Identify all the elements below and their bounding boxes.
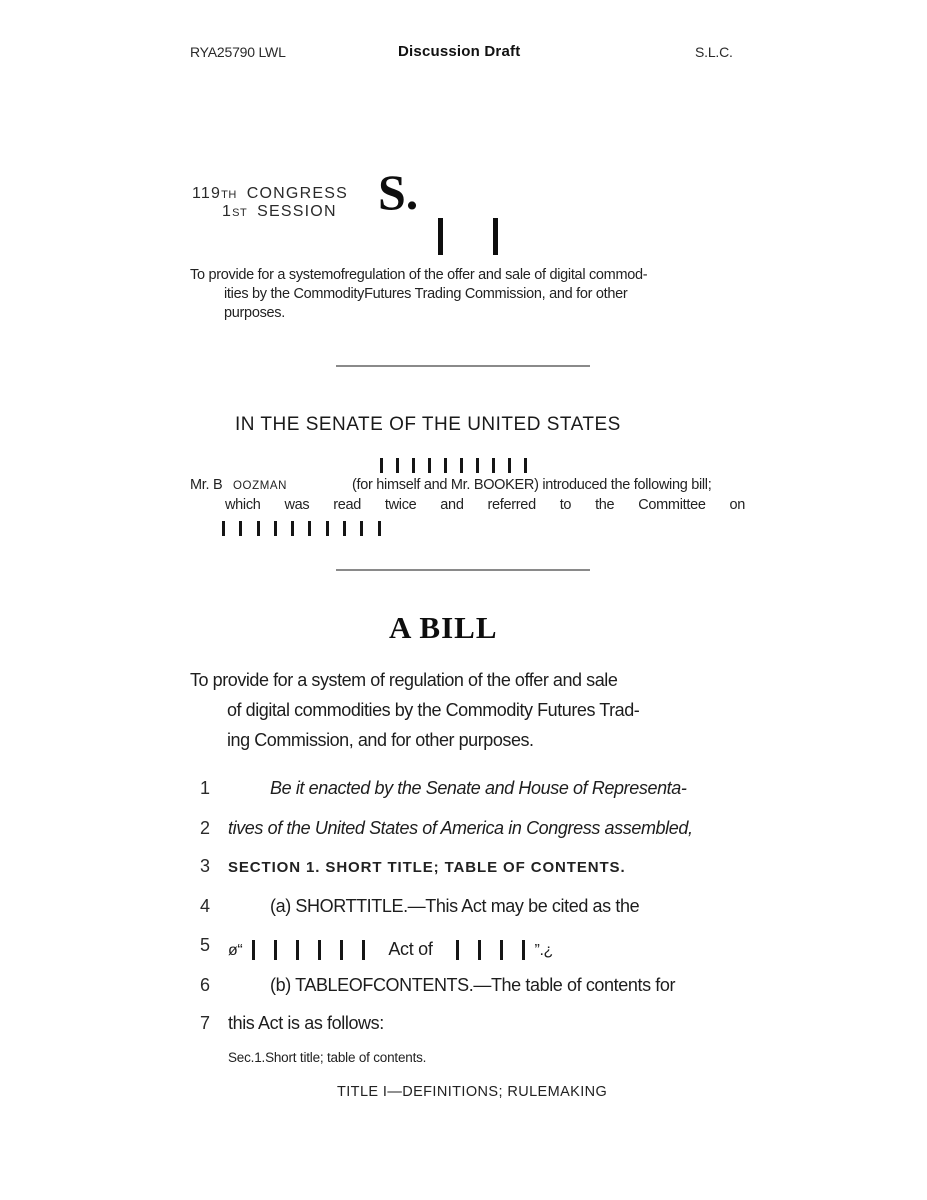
congress-number: 119 [192,185,222,202]
committee-blank-ticks-top [380,458,540,473]
header-slc: S.L.C. [695,44,733,60]
header-doc-code: RYA25790 LWL [190,44,286,60]
line-number: 7 [200,1013,211,1033]
senate-heading: IN THE SENATE OF THE UNITED STATES [235,414,621,435]
purpose-line-3: ing Commission, and for other purposes. [227,730,534,750]
congress-ordinal: TH [221,189,237,201]
act-name-blank-line [228,935,553,960]
line-number: 3 [200,856,211,876]
bill-title: A BILL [389,610,498,645]
enacting-clause-1: Be it enacted by the Senate and House of Representa- [270,778,687,798]
bill-number-blank-bar [493,218,498,255]
act-of-label: Act of [388,939,433,959]
toc-title-1: TITLE I—DEFINITIONS; RULEMAKING [337,1084,608,1100]
header-discussion-draft: Discussion Draft [398,43,521,60]
line-number: 4 [200,896,211,916]
draft-purpose-line-3: purposes. [224,305,285,321]
session-ordinal: ST [232,207,248,219]
section-1-heading: SECTION 1. SHORT TITLE; TABLE OF CONTENTS. [228,859,626,876]
follows-clause: this Act is as follows: [228,1013,384,1033]
close-quote-marks: ”.¿ [534,942,553,959]
congress-word: CONGRESS [246,185,348,202]
purpose-line-2: of digital commodities by the Commodity Futures Trad- [227,700,640,720]
line-number: 5 [200,935,211,955]
toc-sec-1: Sec.1.Short title; table of contents. [228,1050,427,1065]
horizontal-rule-top [336,365,590,367]
congress-line [192,185,348,203]
sponsor-intro: (for himself and Mr. BOOKER) introduced the following bill; [352,477,712,493]
purpose-line-1: To provide for a system of regulation of the offer and sale [190,670,618,690]
sponsor-referral: which was read twice and referred to the Committee on [225,497,745,513]
sponsor-prefix: Mr. B [190,477,223,493]
table-of-contents-clause: (b) TABLEOFCONTENTS.—The table of contents for [270,975,676,995]
session-word: SESSION [257,203,337,220]
short-title-clause: (a) SHORTTITLE.—This Act may be cited as the [270,896,640,916]
session-line [222,203,337,221]
draft-purpose-line-2: ities by the CommodityFutures Trading Commission, and for other [224,286,628,302]
sponsor-name: OOZMAN [233,480,288,492]
enacting-clause-2: tives of the United States of America in Congress assembled, [228,818,693,838]
bill-prefix: S. [378,164,419,220]
bill-number-blank-bar [438,218,443,255]
line-number: 6 [200,975,211,995]
horizontal-rule-bottom [336,569,590,571]
open-quote-marks: ø“ [228,942,243,959]
draft-purpose-line-1: To provide for a systemofregulation of the offer and sale of digital commod- [190,267,648,283]
line-number: 2 [200,818,211,838]
line-number: 1 [200,778,211,798]
committee-blank-ticks-bottom [222,521,395,536]
session-number: 1 [222,203,233,220]
